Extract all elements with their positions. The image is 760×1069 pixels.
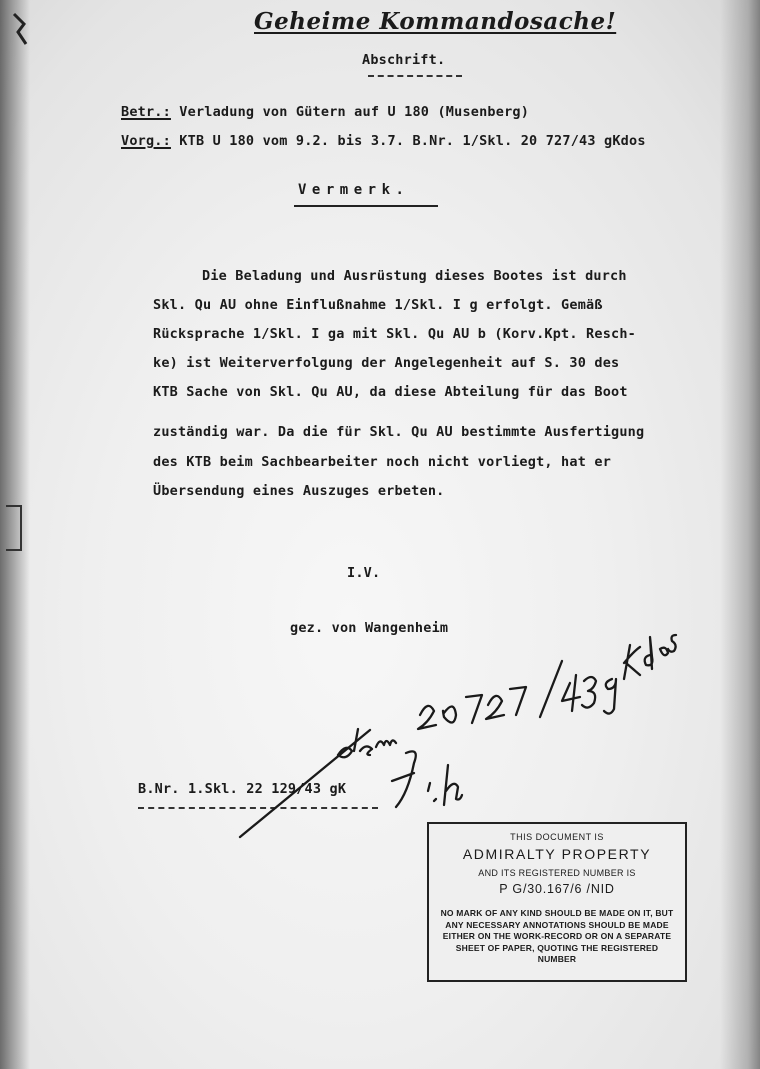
signature-name: gez. von Wangenheim xyxy=(290,620,449,636)
admiralty-property-stamp xyxy=(427,822,687,982)
stamp-line-3: AND ITS REGISTERED NUMBER IS xyxy=(478,868,636,878)
memo-heading: Vermerk. xyxy=(298,182,410,198)
body-line-7: des KTB beim Sachbearbeiter noch nicht vorliegt, hat er xyxy=(153,454,612,470)
registry-number: B.Nr. 1.Skl. 22 129/43 gK xyxy=(138,781,347,797)
handwritten-annotation xyxy=(220,605,680,840)
stamp-line-1: THIS DOCUMENT IS xyxy=(510,832,604,842)
body-line-5: KTB Sache von Skl. Qu AU, da diese Abteilung für das Boot xyxy=(153,384,628,400)
body-line-2: Skl. Qu AU ohne Einflußnahme 1/Skl. I g erfolgt. Gemäß xyxy=(153,297,603,313)
registry-underline xyxy=(138,807,378,809)
reference-label: Vorg.: xyxy=(121,133,171,149)
body-line-3: Rücksprache 1/Skl. I ga mit Skl. Qu AU b (Korv.Kpt. Resch- xyxy=(153,326,637,342)
subject-label: Betr.: xyxy=(121,104,171,120)
reference-line xyxy=(121,133,646,149)
signature-iv: I.V. xyxy=(347,565,381,581)
page-shadow-right xyxy=(720,0,760,1069)
body-line-6: zuständig war. Da die für Skl. Qu AU bestimmte Ausfertigung xyxy=(153,424,645,440)
reference-text: KTB U 180 vom 9.2. bis 3.7. B.Nr. 1/Skl. 20 727/43 gKdos xyxy=(179,133,646,149)
memo-heading-rule xyxy=(294,205,438,207)
body-line-1: Die Beladung und Ausrüstung dieses Bootes ist durch xyxy=(202,268,627,284)
stamp-notice: NO MARK OF ANY KIND SHOULD BE MADE ON IT, BUT ANY NECESSARY ANNOTATIONS SHOULD BE MADE EITHER ON THE WORK-RECORD OR ON A SEPARATE SHEET OF PAPER, QUOTING THE REGISTERED NUMBER xyxy=(440,908,674,964)
subject-line xyxy=(121,104,529,120)
subject-text: Verladung von Gütern auf U 180 (Musenberg) xyxy=(179,104,530,120)
copy-label-underline xyxy=(368,75,462,77)
stamp-registered-number: P G/30.167/6 /NID xyxy=(499,882,615,896)
copy-label: Abschrift. xyxy=(362,52,446,68)
classification-header: Geheime Kommandosache! xyxy=(254,8,617,35)
body-line-8: Übersendung eines Auszuges erbeten. xyxy=(153,483,445,499)
corner-clip-icon xyxy=(10,10,38,50)
body-line-4: ke) ist Weiterverfolgung der Angelegenheit auf S. 30 des xyxy=(153,355,620,371)
margin-bracket xyxy=(6,505,22,551)
stamp-line-2: ADMIRALTY PROPERTY xyxy=(462,846,652,862)
